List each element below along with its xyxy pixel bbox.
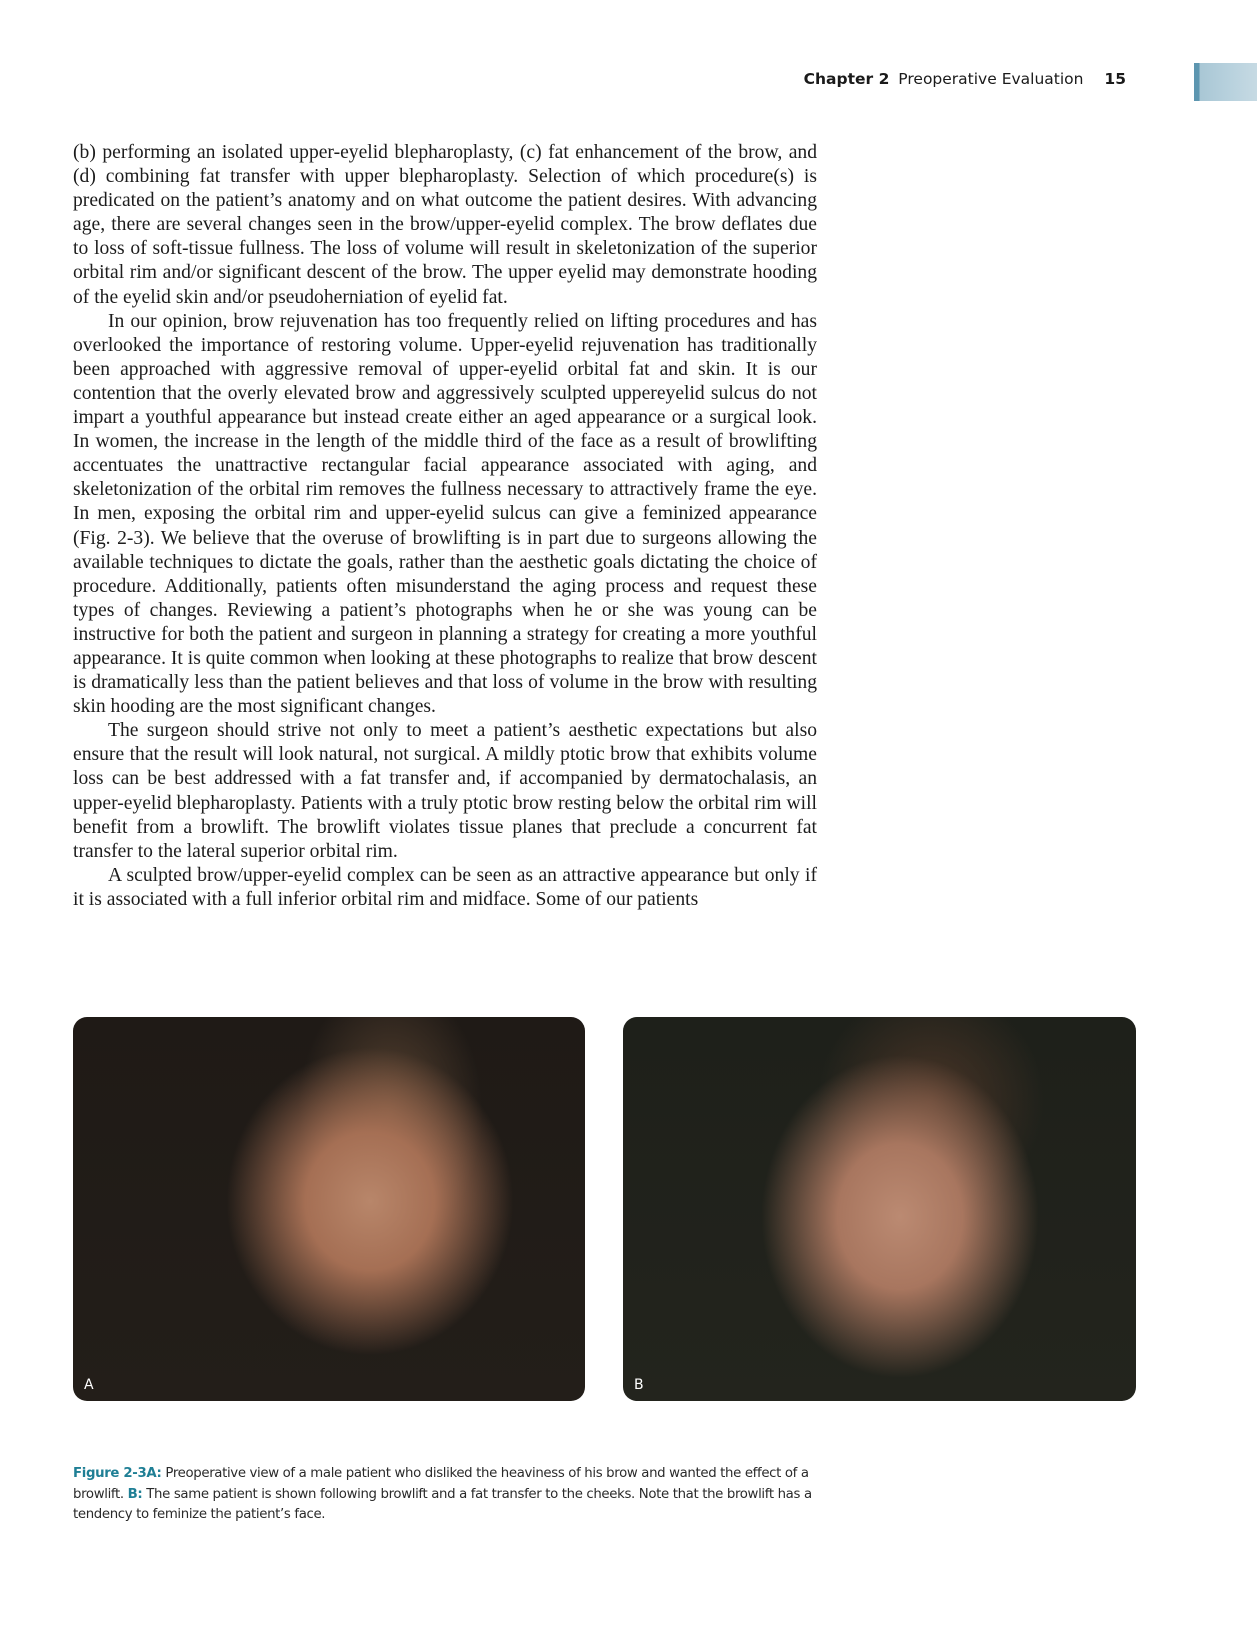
chapter-tab-marker: [1194, 63, 1257, 101]
figure-photo-b: [623, 1017, 1136, 1401]
paragraph: A sculpted brow/upper-eyelid complex can be seen as an attractive appearance but only if it is associated with a full inferior orbital rim and midface. Some of our patients: [73, 864, 817, 910]
photo-label-b: B: [634, 1377, 644, 1393]
photo-label-a: A: [84, 1377, 94, 1393]
caption-label-a: Figure 2-3A:: [73, 1466, 162, 1481]
caption-text-b: The same patient is shown following browlift and a fat transfer to the cheeks. Note that the browlift has a tendency to feminize the patient’s face.: [73, 1486, 812, 1522]
paragraph: The surgeon should strive not only to meet a patient’s aesthetic expectations but also ensure that the result will look natural, not surgical. A mildly ptotic brow that exhibits volume loss can be best addressed with a fat transfer and, if accompanied by dermatochalasis, an upper-eyelid blepharoplasty. Patients with a truly ptotic brow resting below the orbital rim will benefit from a browlift. The browlift violates tissue planes that preclude a concurrent fat transfer to the lateral superior orbital rim.: [73, 720, 817, 862]
figure-caption: [73, 1464, 823, 1526]
page-number: 15: [1104, 70, 1126, 88]
body-text: [73, 141, 817, 912]
chapter-title: Preoperative Evaluation: [898, 70, 1084, 88]
paragraph: In our opinion, brow rejuvenation has too frequently relied on lifting procedures and has overlooked the importance of restoring volume. Upper-eyelid rejuvenation has traditionally been approached with aggressive removal of upper-eyelid orbital fat and skin. It is our contention that the overly elevated brow and aggressively sculpted uppereyelid sulcus do not impart a youthful appearance but instead create either an aged appearance or a surgical look. In women, the increase in the length of the middle third of the face as a result of browlifting accentuates the unattractive rectangular facial appearance associated with aging, and skeletonization of the orbital rim removes the fullness necessary to attractively frame the eye. In men, exposing the orbital rim and upper-eyelid sulcus can give a feminized appearance (Fig. 2-3). We believe that the overuse of browlifting is in part due to surgeons allowing the available techniques to dictate the goals, rather than the aesthetic goals dictating the choice of procedure. Additionally, patients often misunderstand the aging process and request these types of changes. Reviewing a patient’s photographs when he or she was young can be instructive for both the patient and surgeon in planning a strategy for creating a more youthful appearance. It is quite common when looking at these photographs to realize that brow descent is dramatically less than the patient believes and that loss of volume in the brow with resulting skin hooding are the most significant changes.: [73, 310, 817, 718]
chapter-label: Chapter 2: [803, 70, 890, 88]
caption-label-b: B:: [127, 1486, 143, 1502]
figure-photo-a: [73, 1017, 585, 1401]
caption-text-a: Preoperative view of a male patient who disliked the heaviness of his brow and wanted the effect of a browlift.: [73, 1466, 809, 1502]
paragraph: (b) performing an isolated upper-eyelid blepharoplasty, (c) fat enhancement of the brow, and (d) combining fat transfer with upper blepharoplasty. Selection of which procedure(s) is predicated on the patient’s anatomy and on what outcome the patient desires. With advancing age, there are several changes seen in the brow/upper-eyelid complex. The brow deflates due to loss of soft-tissue fullness. The loss of volume will result in skeletonization of the superior orbital rim and/or significant descent of the brow. The upper eyelid may demonstrate hooding of the eyelid skin and/or pseudoherniation of eyelid fat.: [73, 142, 817, 308]
running-head: [804, 68, 1126, 90]
